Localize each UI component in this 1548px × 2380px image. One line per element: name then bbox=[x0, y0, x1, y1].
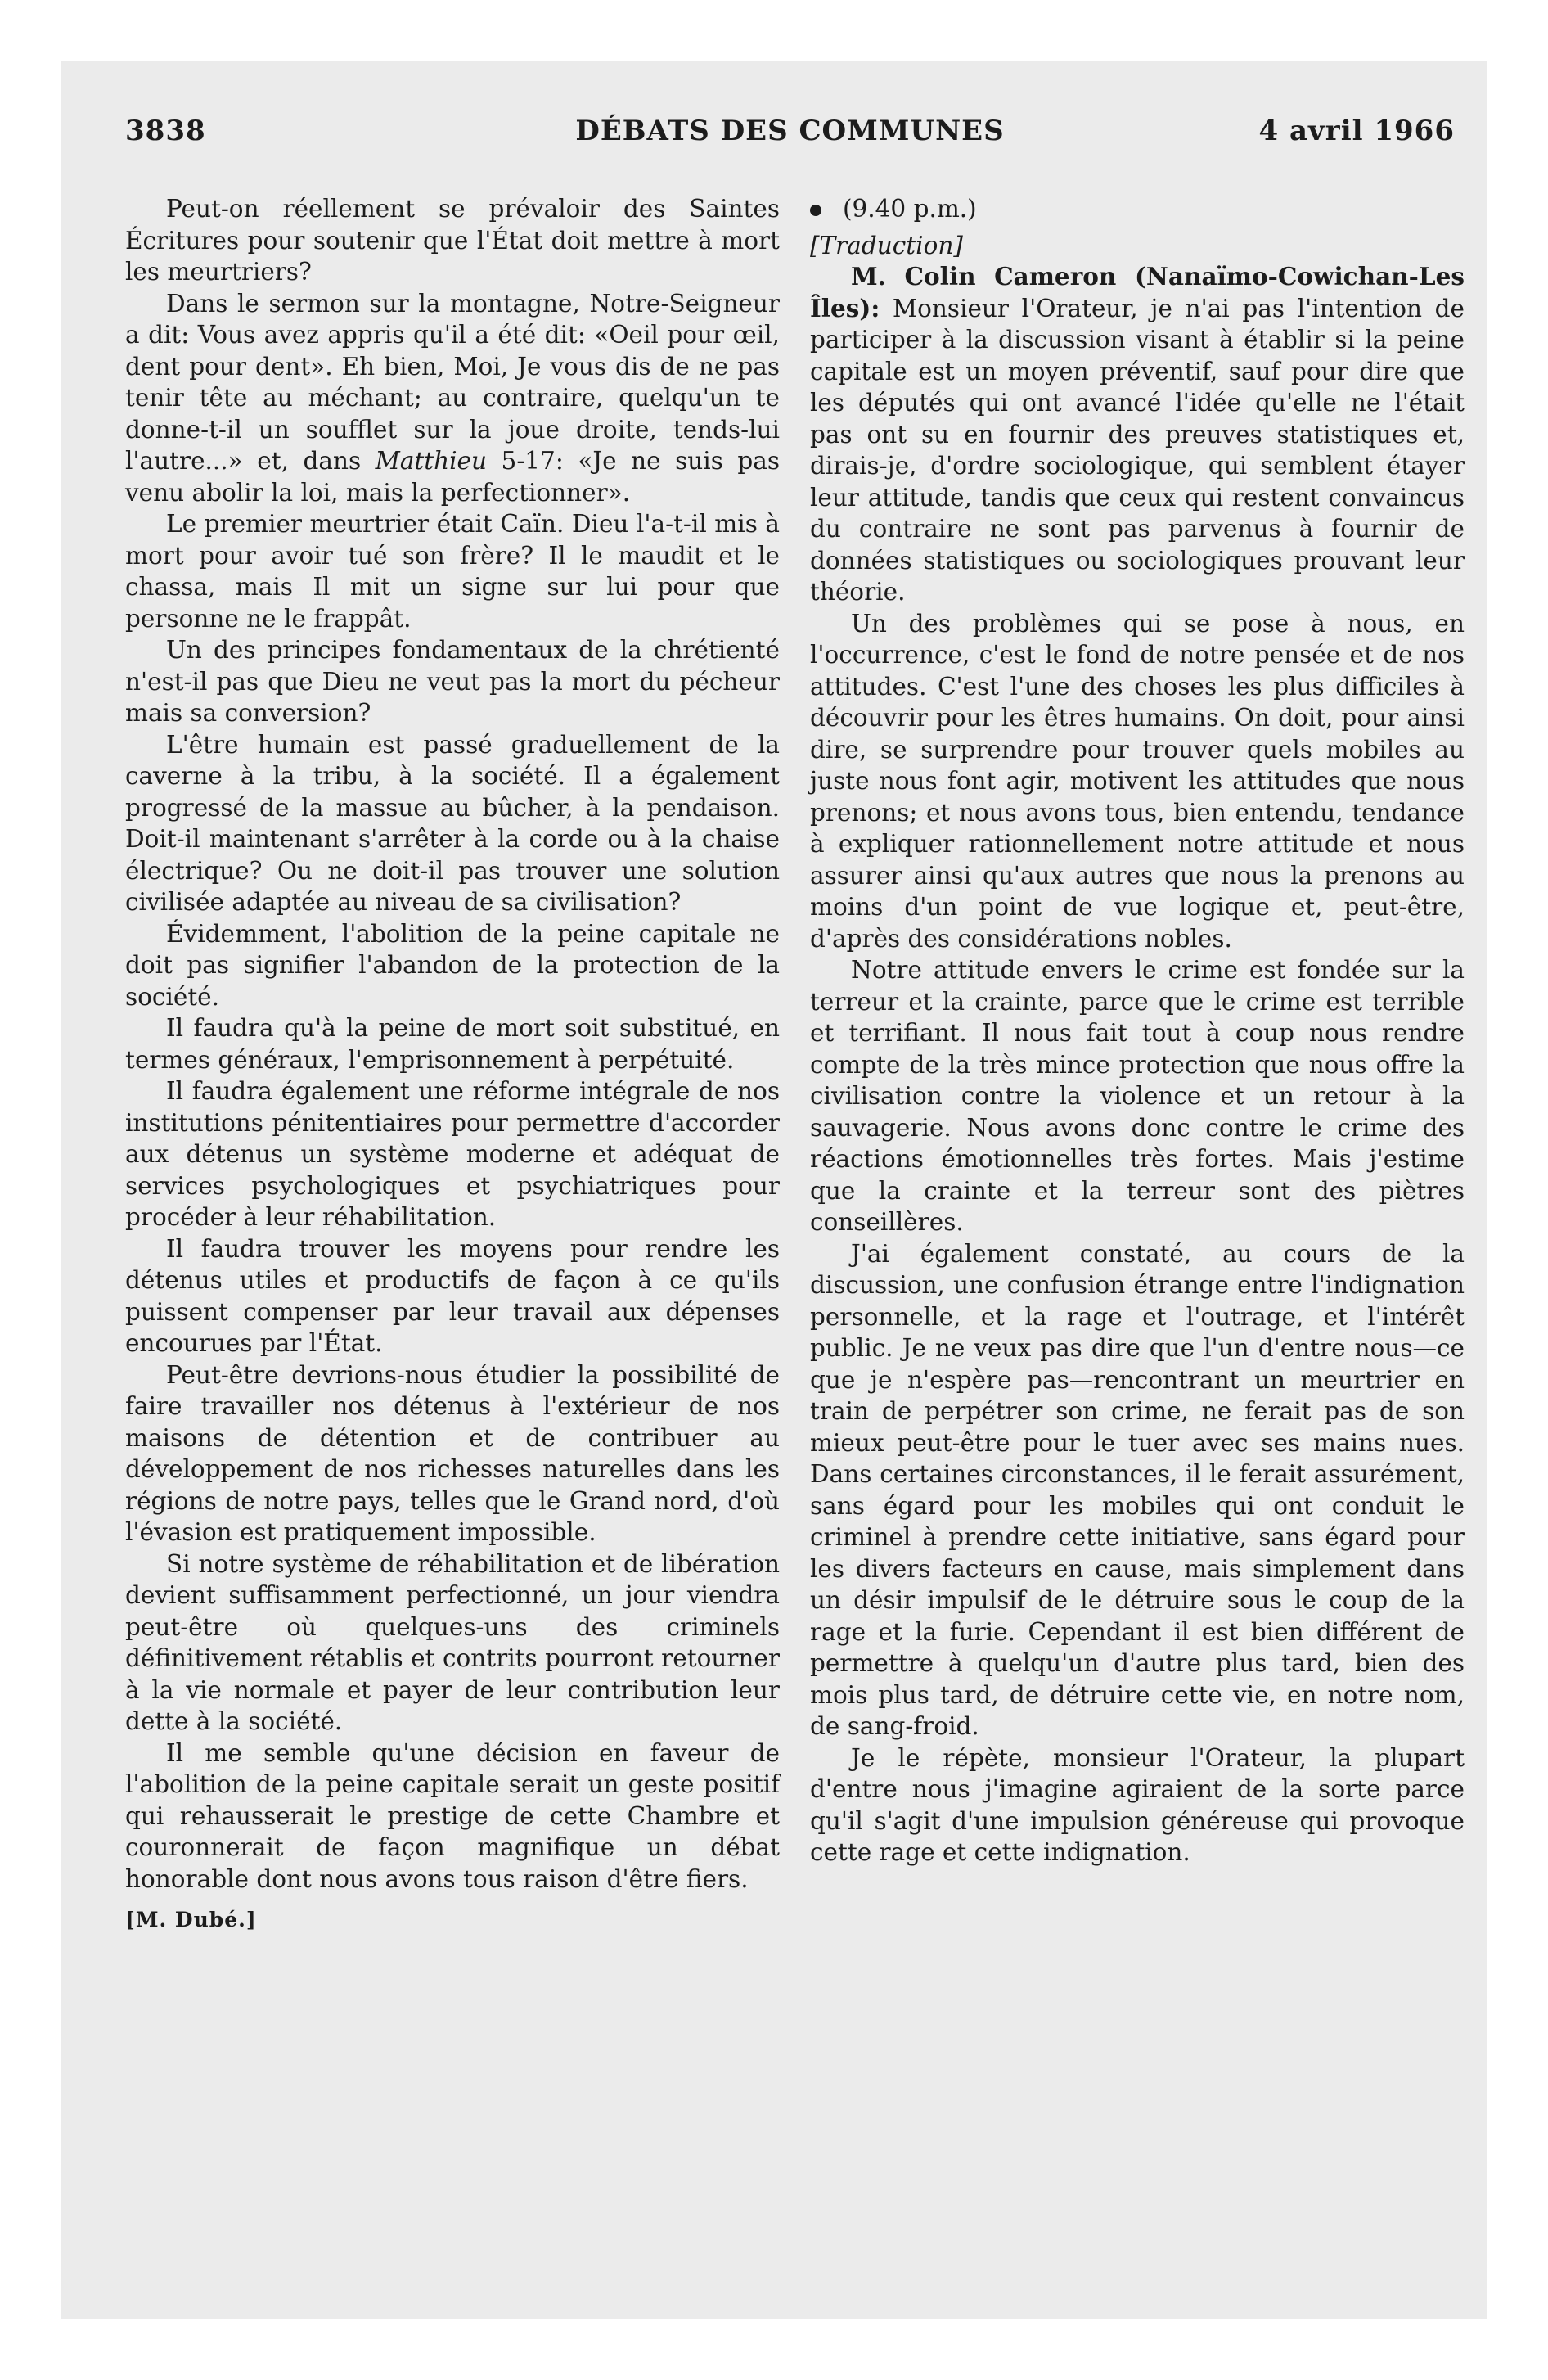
paragraph: Un des principes fondamentaux de la chrétienté n'est-il pas que Dieu ne veut pas la mort du pécheur mais sa conversion? bbox=[125, 636, 780, 727]
paragraph: Il faudra également une réforme intégrale de nos institutions pénitentiaires pour permettre d'accorder aux détenus un système moderne et adéquat de services psychologiques et psychiatriques pour procéder à leur réhabilitation. bbox=[125, 1077, 780, 1231]
paragraph: Évidemment, l'abolition de la peine capitale ne doit pas signifier l'abandon de la protection de la société. bbox=[125, 919, 780, 1011]
paragraph: Je le répète, monsieur l'Orateur, la plupart d'entre nous j'imagine agiraient de la sorte parce qu'il s'agit d'une impulsion généreuse qui provoque cette rage et cette indignation. bbox=[810, 1743, 1465, 1866]
paragraph: Notre attitude envers le crime est fondée sur la terreur et la crainte, parce que le crime est terrible et terrifiant. Il nous fait tout à coup nous rendre compte de la très mince protection que nous offre la civilisation contre la violence et un retour à la sauvagerie. Nous avons donc contre le crime des réactions émotionnelles très fortes. Mais j'estime que la crainte et la terreur sont des piètres conseillères. bbox=[810, 956, 1465, 1236]
paragraph: Il faudra trouver les moyens pour rendre les détenus utiles et productifs de façon à ce qu'ils puissent compenser par leur travail aux dépenses encourues par l'État. bbox=[125, 1234, 780, 1357]
paragraph: Si notre système de réhabilitation et de libération devient suffisamment perfectionné, un jour viendra peut-être où quelques-uns des criminels définitivement rétablis et contrits pourront retourner à la vie normale et payer de leur contribution leur dette à la société. bbox=[125, 1549, 780, 1735]
paragraph bbox=[810, 261, 1465, 608]
paragraph: J'ai également constaté, au cours de la discussion, une confusion étrange entre l'indignation personnelle, et la rage et l'outrage, et l'intérêt public. Je ne veux pas dire que l'un d'entre nous—ce que je n'espère pas—rencontrant un meurtrier en train de perpétrer son crime, ne ferait pas de son mieux peut-être pour le tuer avec ses mains nues. Dans certaines circonstances, il le ferait assurément, sans égard pour les mobiles qui ont conduit le criminel à prendre cette initiative, sans égard pour les divers facteurs en cause, mais simplement dans un désir impulsif de le détruire sous le coup de la rage et la furie. Cependant il est bien différent de permettre à quelqu'un d'autre plus tard, bien des mois plus tard, de détruire cette vie, en notre nom, de sang-froid. bbox=[810, 1239, 1465, 1740]
paragraph: Il faudra qu'à la peine de mort soit substitué, en termes généraux, l'emprisonnement à perpétuité. bbox=[125, 1014, 780, 1074]
paragraph-text: Monsieur l'Orateur, je n'ai pas l'intention de participer à la discussion visant à établir si la peine capitale est un moyen préventif, sauf pour dire que les députés qui ont avancé l'idée qu'elle ne l'était pas ont su en fournir des preuves statistiques et, dirais-je, d'ordre sociologique, qui semblent étayer leur attitude, tandis que ceux qui restent convaincus du contraire ne sont pas parvenus à fournir de données statistiques ou sociologiques prouvant leur théorie. bbox=[810, 294, 1465, 606]
translation-label: [Traduction] bbox=[810, 231, 963, 259]
bullet-icon bbox=[810, 205, 821, 216]
page-number: 3838 bbox=[125, 115, 206, 147]
right-column bbox=[810, 193, 1465, 1868]
left-column bbox=[125, 193, 780, 1936]
scripture-reference: Matthieu bbox=[375, 447, 488, 475]
paragraph: L'être humain est passé graduellement de la caverne à la tribu, à la société. Il a également progressé de la massue au bûcher, à la pendaison. Doit-il maintenant s'arrêter à la corde ou à la chaise électrique? Ou ne doit-il pas trouver une solution civilisée adaptée au niveau de sa civilisation? bbox=[125, 730, 780, 916]
page-title: DÉBATS DES COMMUNES bbox=[575, 115, 1005, 147]
timestamp bbox=[810, 193, 1465, 225]
page-date: 4 avril 1966 bbox=[1258, 115, 1455, 147]
paragraph bbox=[125, 288, 780, 509]
paragraph: Peut-être devrions-nous étudier la possibilité de faire travailler nos détenus à l'extérieur de nos maisons de détention et de contribuer au développement de nos richesses naturelles dans les régions de notre pays, telles que le Grand nord, d'où l'évasion est pratiquement impossible. bbox=[125, 1360, 780, 1546]
paragraph-text: 5-17: «Je ne suis pas venu abolir la loi, mais la perfectionner». bbox=[125, 447, 780, 507]
speaker-attribution: [M. Dubé.] bbox=[125, 1908, 257, 1931]
timestamp-text: (9.40 p.m.) bbox=[843, 195, 977, 223]
paragraph: Peut-on réellement se prévaloir des Saintes Écritures pour soutenir que l'État doit mettre à mort les meurtriers? bbox=[125, 195, 780, 286]
paragraph-text: Dans le sermon sur la montagne, Notre-Seigneur a dit: Vous avez appris qu'il a été dit: «Oeil pour œil, dent pour dent». Eh bien, Moi, Je vous dis de ne pas tenir tête au méchant; au contraire, quelqu'un te donne-t-il un soufflet sur la joue droite, tends-lui l'autre...» et, dans bbox=[125, 289, 780, 475]
paragraph: Il me semble qu'une décision en faveur de l'abolition de la peine capitale serait un geste positif qui rehausserait le prestige de cette Chambre et couronnerait de façon magnifique un débat honorable dont nous avons tous raison d'être fiers. bbox=[125, 1738, 780, 1893]
speaker-name: M. Colin Cameron (Nanaïmo-Cowichan-Les Îles): bbox=[810, 262, 1465, 322]
page-header bbox=[125, 115, 1455, 164]
paragraph: Un des problèmes qui se pose à nous, en l'occurrence, c'est le fond de notre pensée et de nos attitudes. C'est l'une des choses les plus difficiles à découvrir pour les êtres humains. On doit, pour ainsi dire, se surprendre pour trouver quels mobiles au juste nous font agir, motivent les attitudes que nous prenons; et nous avons tous, bien entendu, tendance à expliquer rationnellement notre attitude et nous assurer ainsi qu'aux autres que nous la prenons au moins d'un point de vue logique et, peut-être, d'après des considérations nobles. bbox=[810, 609, 1465, 953]
paragraph: Le premier meurtrier était Caïn. Dieu l'a-t-il mis à mort pour avoir tué son frère? Il le maudit et le chassa, mais Il mit un signe sur lui pour que personne ne le frappât. bbox=[125, 510, 780, 633]
